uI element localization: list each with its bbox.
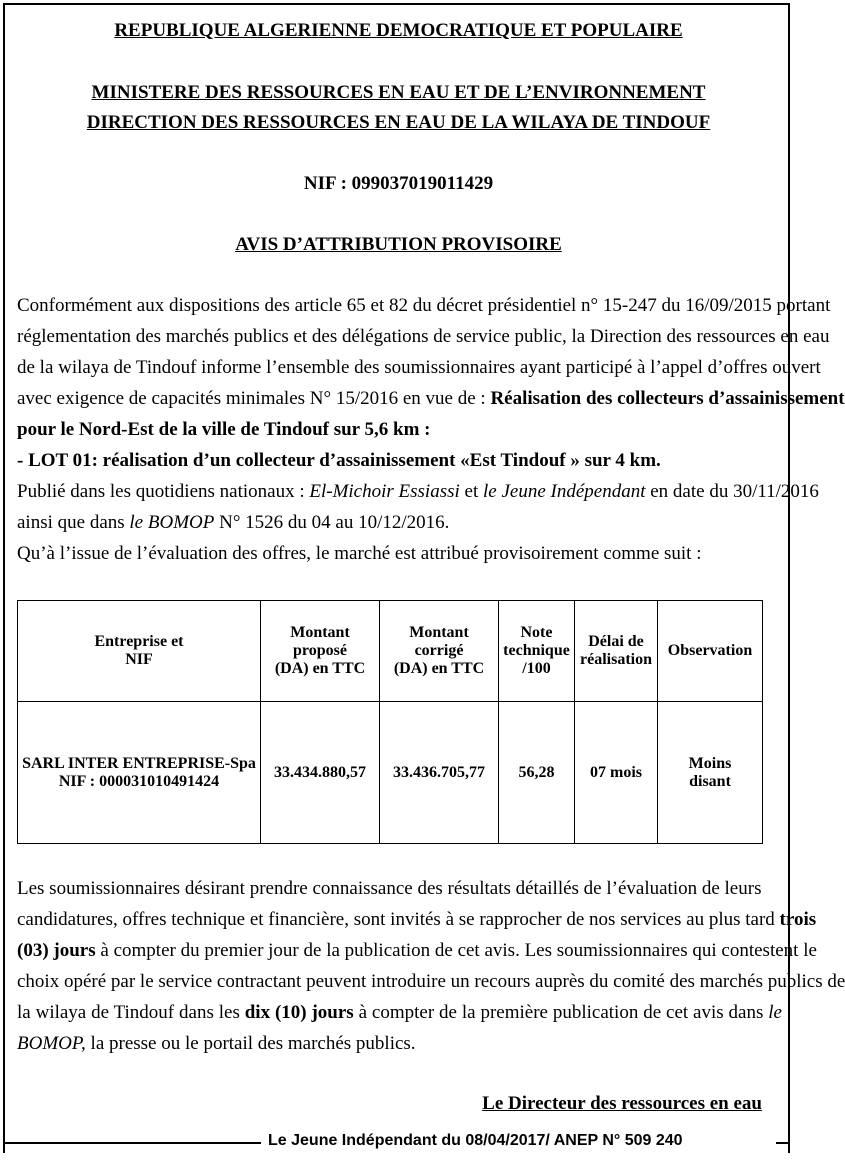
intro-line-7 bbox=[17, 476, 819, 507]
attribution-table bbox=[17, 600, 763, 844]
appeal-deadline: dix (10) jours bbox=[244, 1002, 354, 1023]
deadline-days: (03) jours bbox=[17, 940, 96, 961]
closing-line-3: (03) jours à compter du premier jour de la publication de cet avis. Les soumissionnaires qui contestent le bbox=[17, 940, 817, 961]
conjunction: et bbox=[459, 481, 483, 502]
intro-line-4 bbox=[17, 383, 845, 414]
table-row bbox=[18, 702, 763, 844]
newspaper-2: le Jeune Indépendant bbox=[483, 481, 646, 502]
newspaper-1: El-Michoir Essiassi bbox=[309, 481, 460, 502]
bottom-rule-left bbox=[3, 1142, 261, 1144]
deadline-trois: trois bbox=[779, 909, 817, 930]
header-montant-propose: Montant proposé (DA) en TTC bbox=[261, 601, 380, 702]
bottom-rule-right bbox=[776, 1142, 790, 1144]
header-entreprise: Entreprise et NIF bbox=[18, 601, 261, 702]
project-title: Réalisation des collecteurs d’assainissement bbox=[490, 388, 845, 409]
lot-line: - LOT 01: réalisation d’un collecteur d’assainissement «Est Tindouf » sur 4 km. bbox=[17, 450, 661, 471]
cell-entreprise: SARL INTER ENTREPRISE-Spa NIF : 000031010491424 bbox=[18, 702, 261, 844]
header-observation: Observation bbox=[658, 601, 763, 702]
intro-line-8 bbox=[17, 507, 782, 538]
publication-date: en date du 30/11/2016 bbox=[645, 481, 819, 502]
nif-heading: NIF : 099037019011429 bbox=[303, 173, 494, 194]
cell-delai: 07 mois bbox=[575, 702, 658, 844]
bomop-name: le BOMOP bbox=[129, 512, 215, 533]
direction-heading: DIRECTION DES RESSOURCES EN EAU DE LA WILAYA DE TINDOUF bbox=[86, 112, 711, 133]
closing-line-6: BOMOP, la presse ou le portail des marchés publics. bbox=[17, 1033, 416, 1054]
header-note-technique: Note technique /100 bbox=[499, 601, 575, 702]
intro-line-9: Qu’à l’issue de l’évaluation des offres, le marché est attribué provisoirement comme suit : bbox=[17, 543, 702, 564]
publication-footer: Le Jeune Indépendant du 08/04/2017/ ANEP N° 509 240 bbox=[268, 1132, 683, 1149]
intro-line-5: pour le Nord-Est de la ville de Tindouf sur 5,6 km : bbox=[17, 419, 431, 440]
closing-line-4: choix opéré par le service contractant peuvent introduire un recours auprès du comité des marchés publics de bbox=[17, 971, 845, 992]
closing-line-1: Les soumissionnaires désirant prendre connaissance des résultats détaillés de l’évaluation de leurs bbox=[17, 878, 762, 899]
cell-note-technique: 56,28 bbox=[499, 702, 575, 844]
cell-observation: Moins disant bbox=[658, 702, 763, 844]
header-delai: Délai de réalisation bbox=[575, 601, 658, 702]
intro-line-4-text: avec exigence de capacités minimales N° 15/2016 en vue de : bbox=[17, 388, 491, 409]
closing-line-5: la wilaya de Tindouf dans les dix (10) jours à compter de la première publication de cet avis dans le bbox=[17, 1002, 782, 1023]
republic-heading: REPUBLIQUE ALGERIENNE DEMOCRATIQUE ET POPULAIRE bbox=[114, 20, 683, 41]
intro-line-3: de la wilaya de Tindouf informe l’ensemble des soumissionnaires ayant participé à l’appel d’offres ouvert bbox=[17, 357, 821, 378]
intro-line-2: réglementation des marchés publics et des délégations de service public, la Direction des ressources en eau bbox=[17, 326, 830, 347]
bomop-ref: N° 1526 du 04 au 10/12/2016. bbox=[214, 512, 450, 533]
signature: Le Directeur des ressources en eau bbox=[482, 1093, 762, 1114]
intro-paragraph bbox=[17, 290, 845, 569]
intro-line-1: Conformément aux dispositions des article 65 et 82 du décret présidentiel n° 15-247 du 16/09/2015 portant bbox=[17, 295, 831, 316]
closing-paragraph bbox=[17, 873, 845, 1059]
published-label: Publié dans les quotidiens nationaux : bbox=[17, 481, 310, 502]
cell-montant-corrige: 33.436.705,77 bbox=[380, 702, 499, 844]
cell-montant-propose: 33.434.880,57 bbox=[261, 702, 380, 844]
header-montant-corrige: Montant corrigé (DA) en TTC bbox=[380, 601, 499, 702]
closing-line-2: candidatures, offres technique et financière, sont invités à se rapprocher de nos services au plus tard trois bbox=[17, 909, 817, 930]
ministry-heading: MINISTERE DES RESSOURCES EN EAU ET DE L’ENVIRONNEMENT bbox=[91, 82, 706, 103]
table-header-row bbox=[18, 601, 763, 702]
notice-title: AVIS D’ATTRIBUTION PROVISOIRE bbox=[235, 234, 562, 255]
bomop-prefix: ainsi que dans bbox=[17, 512, 130, 533]
